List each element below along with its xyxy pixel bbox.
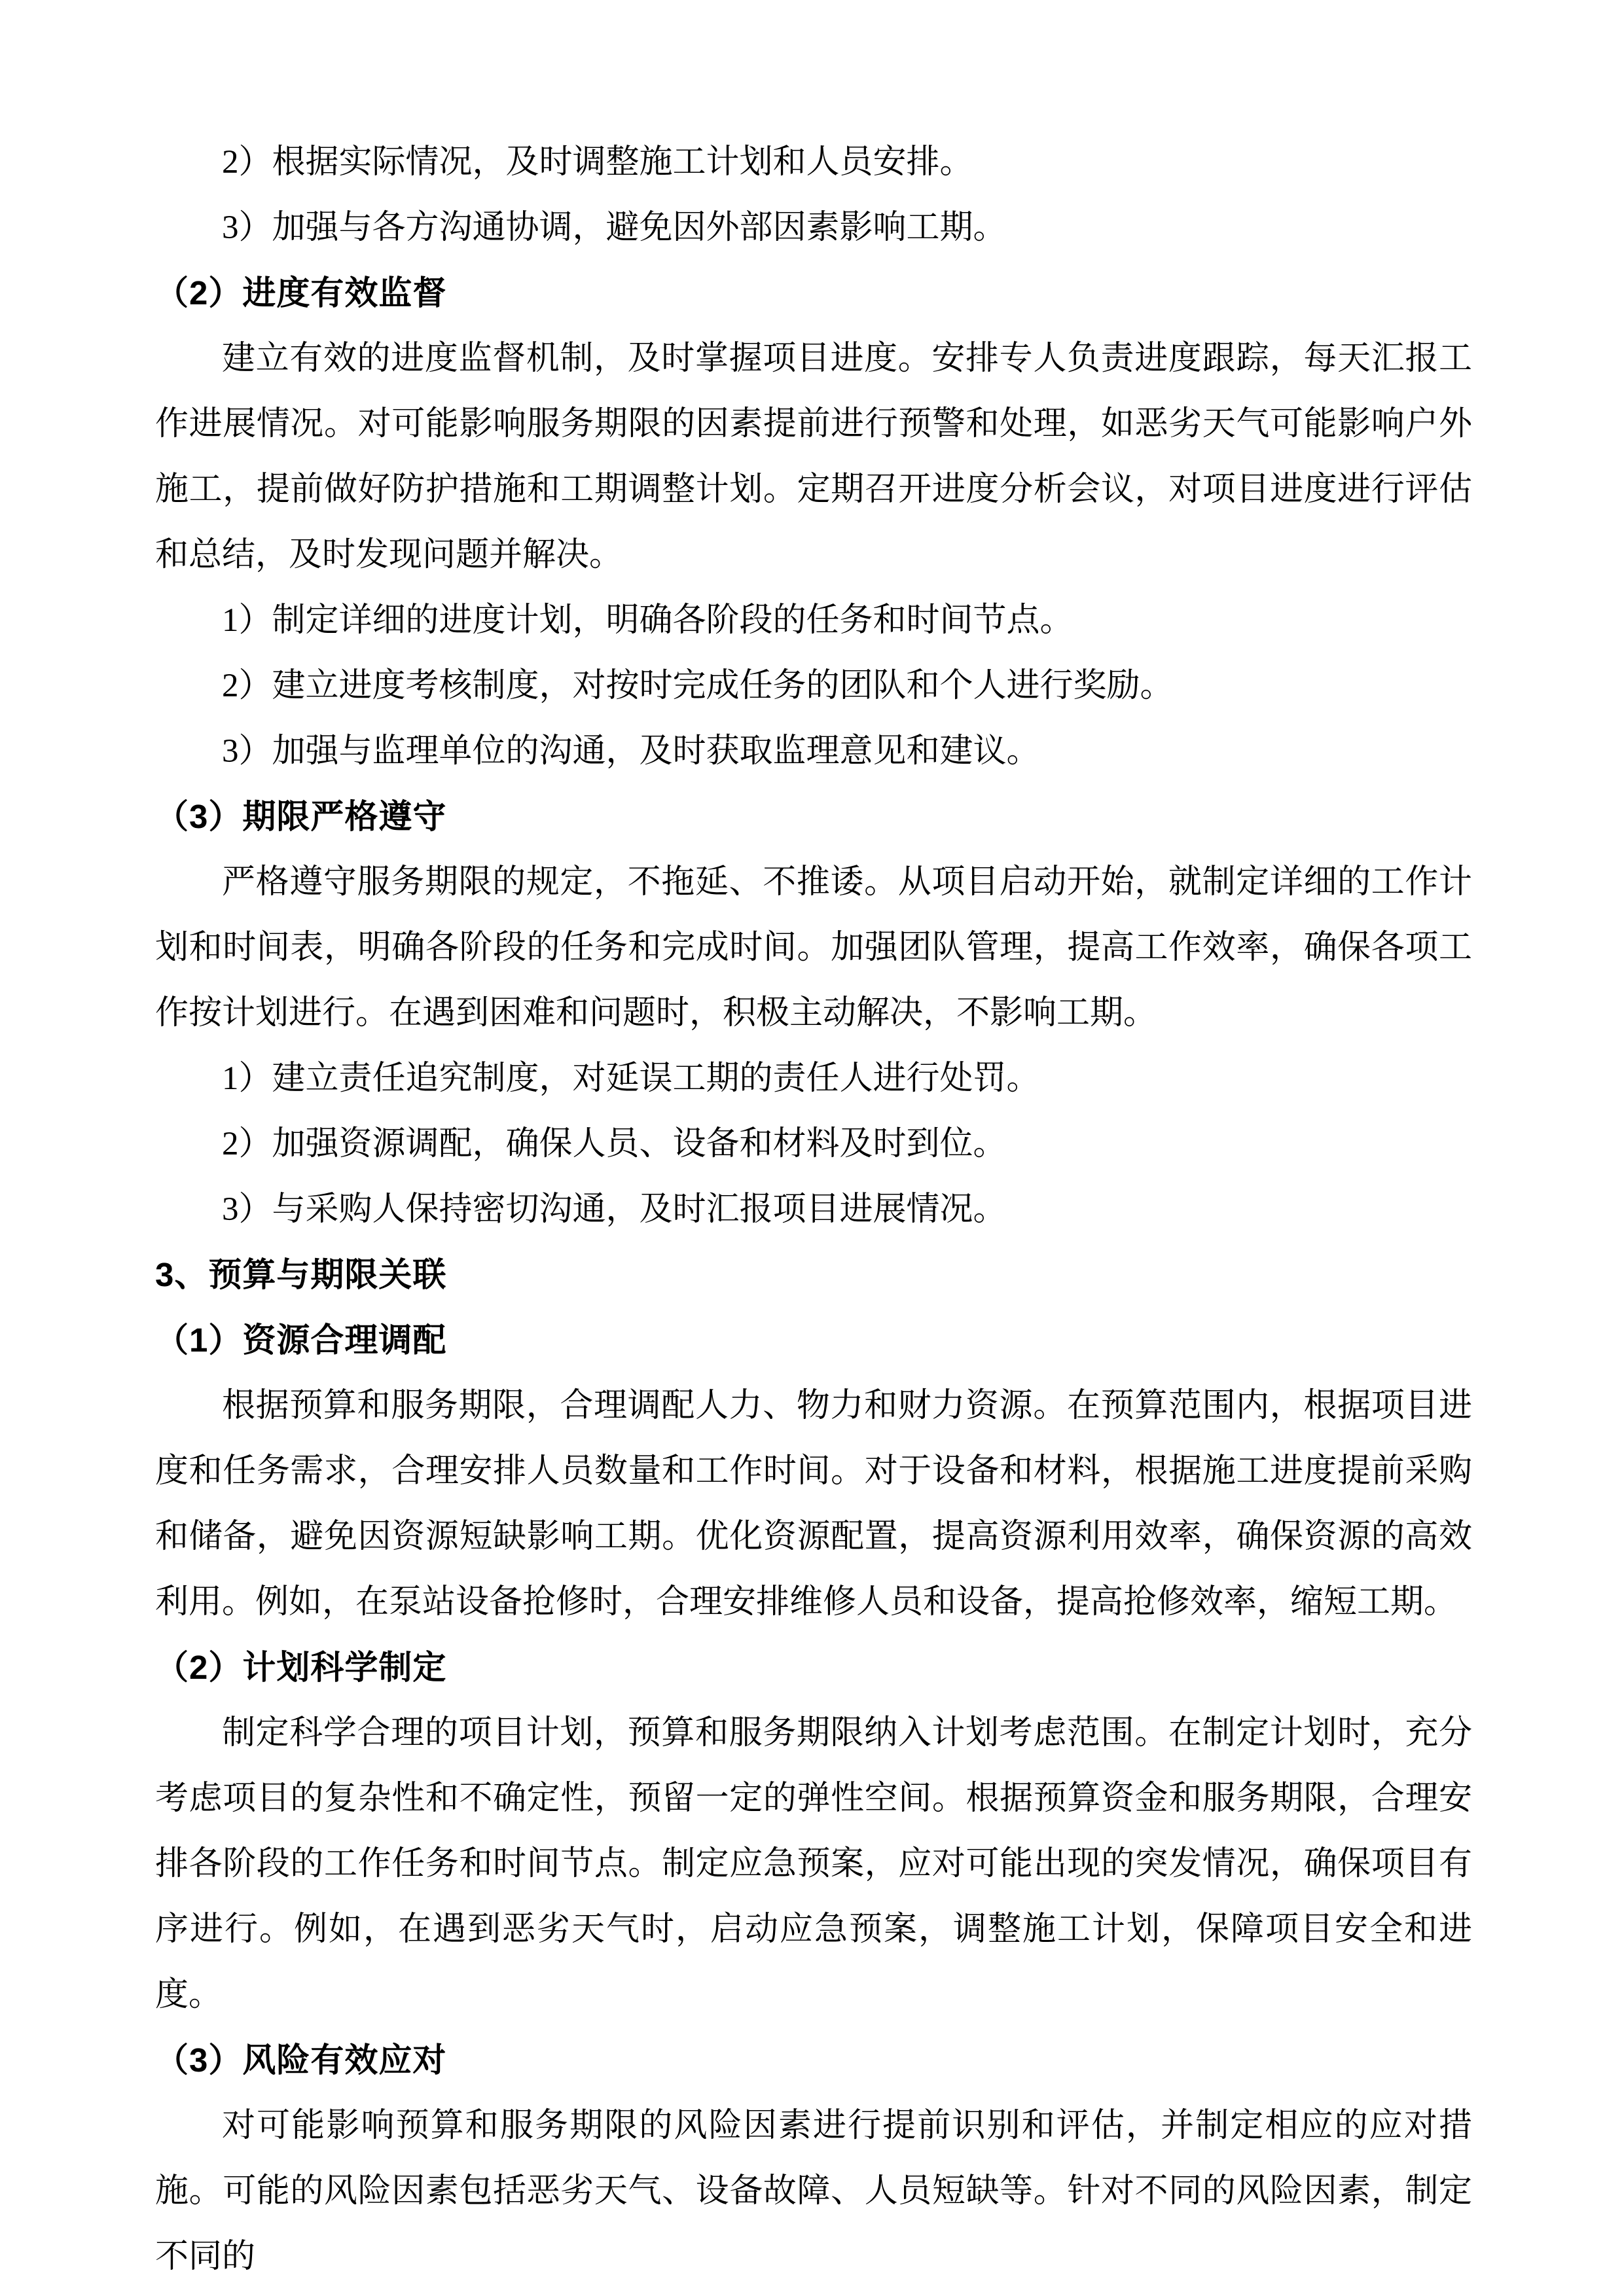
paragraph: 严格遵守服务期限的规定，不拖延、不推诿。从项目启动开始，就制定详细的工作计划和时间表，明确各阶段的任务和完成时间。加强团队管理，提高工作效率，确保各项工作按计划进行。在遇到困难和问题时，积极主动解决，不影响工期。 [155, 864, 1472, 1031]
list-item: 2）根据实际情况，及时调整施工计划和人员安排。 [222, 144, 973, 181]
paragraph: 对可能影响预算和服务期限的风险因素进行提前识别和评估，并制定相应的应对措施。可能的风险因素包括恶劣天气、设备故障、人员短缺等。针对不同的风险因素，制定不同的 [155, 2108, 1472, 2275]
list-item: 2）加强资源调配，确保人员、设备和材料及时到位。 [222, 1126, 1007, 1162]
paragraph: 根据预算和服务期限，合理调配人力、物力和财力资源。在预算范围内，根据项目进度和任务需求，合理安排人员数量和工作时间。对于设备和材料，根据施工进度提前采购和储备，避免因资源短缺影响工期。优化资源配置，提高资源利用效率，确保资源的高效利用。例如，在泵站设备抢修时，合理安排维修人员和设备，提高抢修效率，缩短工期。 [155, 1388, 1472, 1621]
section-heading: （2）进度有效监督 [155, 274, 447, 312]
list-item: 3）加强与各方沟通协调，避免因外部因素影响工期。 [222, 209, 1007, 246]
list-item: 1）制定详细的进度计划，明确各阶段的任务和时间节点。 [222, 602, 1074, 639]
section-heading: （3）期限严格遵守 [155, 798, 447, 835]
paragraph: 制定科学合理的项目计划，预算和服务期限纳入计划考虑范围。在制定计划时，充分考虑项目的复杂性和不确定性，预留一定的弹性空间。根据预算资金和服务期限，合理安排各阶段的工作任务和时间节点。制定应急预案，应对可能出现的突发情况，确保项目有序进行。例如，在遇到恶劣天气时，启动应急预案，调整施工计划，保障项目安全和进度。 [155, 1715, 1472, 2013]
chapter-heading: 3、预算与期限关联 [155, 1256, 447, 1293]
list-item: 2）建立进度考核制度，对按时完成任务的团队和个人进行奖励。 [222, 668, 1174, 704]
section-heading: （2）计划科学制定 [155, 1649, 447, 1686]
paragraph: 建立有效的进度监督机制，及时掌握项目进度。安排专人负责进度跟踪，每天汇报工作进展情况。对可能影响服务期限的因素提前进行预警和处理，如恶劣天气可能影响户外施工，提前做好防护措施和工期调整计划。定期召开进度分析会议，对项目进度进行评估和总结，及时发现问题并解决。 [155, 340, 1472, 573]
section-heading: （3）风险有效应对 [155, 2041, 447, 2079]
section-heading: （1）资源合理调配 [155, 1321, 447, 1359]
list-item: 1）建立责任追究制度，对延误工期的责任人进行处罚。 [222, 1060, 1040, 1097]
list-item: 3）加强与监理单位的沟通，及时获取监理意见和建议。 [222, 733, 1040, 770]
list-item: 3）与采购人保持密切沟通，及时汇报项目进展情况。 [222, 1191, 1007, 1228]
